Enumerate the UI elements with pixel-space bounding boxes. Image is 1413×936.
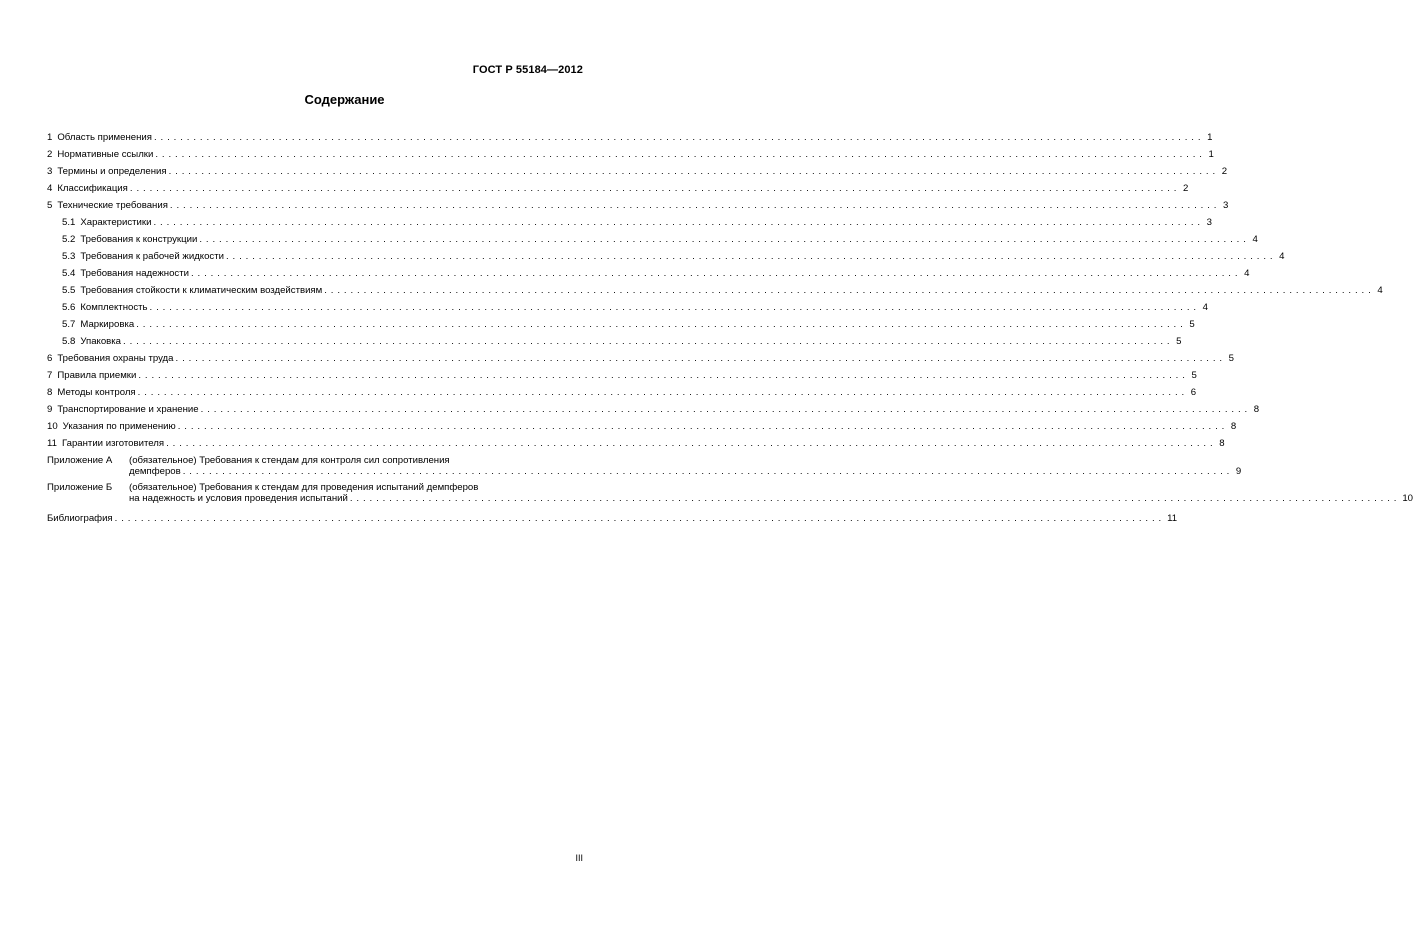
- toc-entry[interactable]: [47, 262, 1250, 279]
- table-of-contents: [47, 126, 1413, 524]
- toc-entry-number: 5.1: [62, 217, 76, 228]
- toc-entry-label: [47, 404, 199, 415]
- dot-leader: ................................................................................................................................................................: [177, 421, 1229, 432]
- appendix-title-line1: (обязательное) Требования к стендам для контроля сил сопротивления: [129, 455, 450, 466]
- toc-page-number: 3: [1223, 200, 1229, 211]
- toc-entry-label: [47, 200, 168, 211]
- dot-leader: ................................................................................................................................................................: [225, 251, 1277, 262]
- toc-entry-text: Нормативные ссылки: [57, 149, 154, 160]
- toc-entry-text: Термины и определения: [57, 166, 167, 177]
- toc-page-number: 10: [1402, 493, 1413, 504]
- toc-page-number: 11: [1167, 513, 1178, 524]
- toc-entry-text: Классификация: [57, 183, 128, 194]
- toc-page-number: 3: [1206, 217, 1212, 228]
- toc-entry-label: [47, 370, 136, 381]
- appendix-body: [129, 455, 1241, 477]
- toc-entry-label: [47, 149, 153, 160]
- toc-entry-label: [62, 285, 322, 296]
- toc-page-number: 4: [1202, 302, 1208, 313]
- toc-entry-label: [47, 421, 176, 432]
- appendix-title-line2: демпферов: [129, 466, 181, 477]
- toc-entry-text: Требования стойкости к климатическим воздействиям: [80, 285, 323, 296]
- toc-entry[interactable]: [47, 296, 1208, 313]
- toc-entry-label: [62, 336, 121, 347]
- toc-entry-label: [62, 302, 148, 313]
- toc-entry-label: [62, 234, 197, 245]
- dot-leader: ................................................................................................................................................................: [137, 387, 1189, 398]
- toc-entry-number: 4: [47, 183, 53, 194]
- toc-page-number: 4: [1279, 251, 1285, 262]
- dot-leader: ................................................................................................................................................................: [349, 493, 1401, 504]
- dot-leader: ................................................................................................................................................................: [169, 200, 1221, 211]
- toc-entry-text: Методы контроля: [57, 387, 136, 398]
- dot-leader: ................................................................................................................................................................: [123, 336, 1174, 347]
- toc-entry-number: 7: [47, 370, 53, 381]
- appendix-label: Приложение А: [47, 455, 113, 466]
- toc-entry-number: 5.8: [62, 336, 76, 347]
- dot-leader: ................................................................................................................................................................: [129, 183, 1181, 194]
- dot-leader: ................................................................................................................................................................: [182, 466, 1234, 477]
- appendix-title-line2: на надежность и условия проведения испытаний: [129, 493, 348, 504]
- toc-page-number: 8: [1219, 438, 1225, 449]
- toc-entry-number: 5.7: [62, 319, 76, 330]
- toc-entry[interactable]: [47, 364, 1197, 381]
- toc-entry-number: 1: [47, 132, 53, 143]
- toc-entry[interactable]: [47, 381, 1197, 398]
- toc-entry-text: Упаковка: [80, 336, 122, 347]
- toc-entry-text: Правила приемки: [57, 370, 137, 381]
- dot-leader: ................................................................................................................................................................: [175, 353, 1226, 364]
- dot-leader: ................................................................................................................................................................: [153, 132, 1205, 143]
- toc-entry-number: 5.3: [62, 251, 76, 262]
- toc-page-number: 5: [1228, 353, 1234, 364]
- toc-entry-number: 8: [47, 387, 53, 398]
- toc-page-number: 4: [1244, 268, 1250, 279]
- toc-entry[interactable]: [47, 194, 1229, 211]
- toc-entry-number: 10: [47, 421, 58, 432]
- toc-entry-number: 5.6: [62, 302, 76, 313]
- toc-entry[interactable]: [47, 330, 1182, 347]
- appendix-title-line1: (обязательное) Требования к стендам для проведения испытаний демпферов: [129, 482, 479, 493]
- toc-entry-label: [47, 353, 174, 364]
- dot-leader: ................................................................................................................................................................: [200, 404, 1252, 415]
- toc-entry-number: 11: [47, 438, 57, 449]
- toc-entry[interactable]: [47, 177, 1189, 194]
- toc-page-number: 2: [1221, 166, 1228, 177]
- toc-entry-text: Транспортирование и хранение: [57, 404, 199, 415]
- toc-entry-label: [47, 387, 136, 398]
- toc-entry-text: Указания по применению: [62, 421, 176, 432]
- toc-page-number: 4: [1377, 285, 1383, 296]
- toc-page-number: 1: [1208, 149, 1214, 160]
- appendix-title-line2-row: [129, 466, 1241, 477]
- toc-page-number: 6: [1190, 387, 1197, 398]
- toc-entry[interactable]: [47, 279, 1383, 296]
- toc-title: Содержание: [304, 92, 385, 107]
- toc-entry-text: Комплектность: [80, 302, 148, 313]
- toc-entry-text: Требования надежности: [80, 268, 189, 279]
- toc-entry-number: 6: [47, 353, 53, 364]
- toc-entry-number: 2: [47, 149, 53, 160]
- toc-entry-text: Требования охраны труда: [57, 353, 174, 364]
- toc-bibliography[interactable]: [47, 507, 1178, 524]
- toc-entry-label: [62, 319, 134, 330]
- toc-page-number: 2: [1183, 183, 1189, 194]
- toc-page-number: 1: [1207, 132, 1213, 143]
- dot-leader: ................................................................................................................................................................: [168, 166, 1220, 177]
- toc-page-number: 5: [1191, 370, 1197, 381]
- toc-entry-label: [62, 251, 224, 262]
- dot-leader: ................................................................................................................................................................: [114, 513, 1166, 524]
- toc-entry-text: Технические требования: [57, 200, 168, 211]
- toc-entry[interactable]: [47, 347, 1234, 364]
- toc-entry-label: [47, 132, 152, 143]
- toc-entry-text: Требования к рабочей жидкости: [80, 251, 224, 262]
- toc-entry-label: [47, 166, 167, 177]
- dot-leader: ................................................................................................................................................................: [136, 319, 1187, 330]
- toc-page-number: 4: [1252, 234, 1258, 245]
- toc-entry-text: Маркировка: [80, 319, 135, 330]
- toc-entry-text: Область применения: [57, 132, 152, 143]
- toc-entry[interactable]: [47, 398, 1260, 415]
- dot-leader: ................................................................................................................................................................: [166, 438, 1217, 449]
- toc-entry[interactable]: [47, 432, 1225, 449]
- toc-entry-label: [47, 183, 128, 194]
- toc-entry-label: [47, 438, 164, 449]
- dot-leader: ................................................................................................................................................................: [190, 268, 1242, 279]
- dot-leader: ................................................................................................................................................................: [138, 370, 1189, 381]
- toc-appendix-a[interactable]: [47, 455, 1242, 477]
- toc-entry-number: 3: [47, 166, 53, 177]
- toc-page-number: 8: [1253, 404, 1260, 415]
- toc-entry-number: 5.5: [62, 285, 76, 296]
- dot-leader: ................................................................................................................................................................: [199, 234, 1250, 245]
- toc-page-number: 5: [1189, 319, 1195, 330]
- toc-page-number: 9: [1235, 466, 1242, 477]
- toc-entry[interactable]: [47, 245, 1285, 262]
- dot-leader: ................................................................................................................................................................: [149, 302, 1200, 313]
- toc-entry-text: Гарантии изготовителя: [61, 438, 165, 449]
- dot-leader: ................................................................................................................................................................: [153, 217, 1204, 228]
- appendix-body: [129, 482, 1413, 504]
- toc-entry-text: Требования к конструкции: [80, 234, 198, 245]
- toc-entry-text: Характеристики: [80, 217, 152, 228]
- bibliography-label: Библиография: [47, 513, 113, 524]
- toc-entry-number: 5.4: [62, 268, 76, 279]
- toc-entry-number: 5.2: [62, 234, 76, 245]
- toc-entry-label: [62, 217, 151, 228]
- toc-entry[interactable]: [47, 143, 1214, 160]
- appendix-title-line2-row: [129, 493, 1413, 504]
- dot-leader: ................................................................................................................................................................: [324, 285, 1375, 296]
- toc-entry[interactable]: [47, 211, 1212, 228]
- toc-entry[interactable]: [47, 415, 1237, 432]
- toc-page-number: 5: [1176, 336, 1182, 347]
- toc-appendix-b[interactable]: [47, 482, 1413, 504]
- toc-entry[interactable]: [47, 126, 1213, 143]
- toc-page-number: 8: [1230, 421, 1237, 432]
- dot-leader: ................................................................................................................................................................: [155, 149, 1206, 160]
- toc-entry[interactable]: [47, 228, 1258, 245]
- toc-items: [47, 126, 1383, 449]
- appendix-label: Приложение Б: [47, 482, 113, 493]
- toc-entry-label: [62, 268, 189, 279]
- toc-entry[interactable]: [47, 160, 1228, 177]
- page-number: III: [575, 853, 583, 863]
- document-code: ГОСТ Р 55184—2012: [472, 64, 583, 76]
- toc-entry-number: 5: [47, 200, 53, 211]
- toc-entry-number: 9: [47, 404, 53, 415]
- toc-entry[interactable]: [47, 313, 1195, 330]
